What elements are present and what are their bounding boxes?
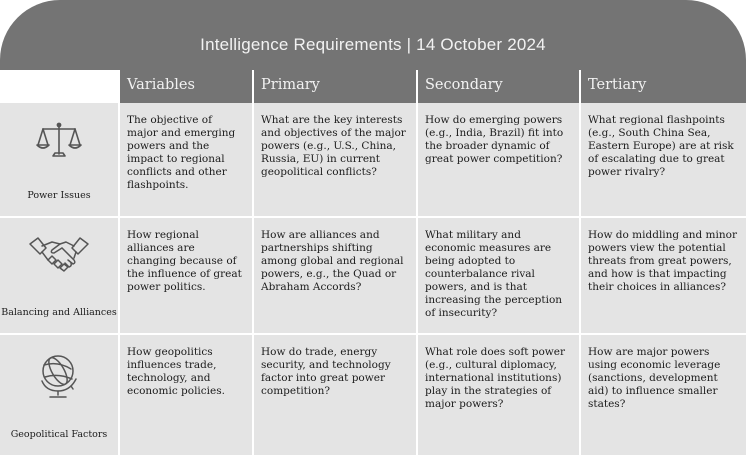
table-cell: The objective of major and emerging powers and the impact to regional conflicts and other flashpoints. — [120, 103, 254, 218]
row-header-balancing-alliances — [0, 218, 120, 335]
table-cell: How are alliances and partnerships shifting among global and regional powers, e.g., the Quad or Abraham Accords? — [254, 218, 418, 335]
table-cell: How do trade, energy security, and technology factor into great power competition? — [254, 335, 418, 455]
row-header-power-issues — [0, 103, 120, 218]
row-label: Power Issues — [27, 190, 91, 201]
table-cell: How are major powers using economic leverage (sanctions, development aid) to influence smaller states? — [581, 335, 746, 455]
requirements-table — [0, 70, 746, 455]
table-cell: What are the key interests and objectives of the major powers (e.g., U.S., China, Russia, EU) in current geopolitical conflicts? — [254, 103, 418, 218]
column-header-primary: Primary — [254, 70, 418, 103]
scales-icon — [0, 121, 118, 159]
table-corner — [0, 70, 120, 103]
column-header-tertiary: Tertiary — [581, 70, 746, 103]
table-cell: How do middling and minor powers view the potential threats from great powers, and how is that impacting their choices in alliances? — [581, 218, 746, 335]
title-banner — [0, 0, 746, 70]
table-cell: How geopolitics influences trade, technology, and economic policies. — [120, 335, 254, 455]
row-header-geopolitical-factors — [0, 335, 120, 455]
globe-icon — [0, 351, 118, 399]
table-cell: What military and economic measures are being adopted to counterbalance rival powers, and is that increasing the perception of insecurity? — [418, 218, 581, 335]
column-header-variables: Variables — [120, 70, 254, 103]
table-cell: How do emerging powers (e.g., India, Brazil) fit into the broader dynamic of great power competition? — [418, 103, 581, 218]
column-header-secondary: Secondary — [418, 70, 581, 103]
page-title: Intelligence Requirements | 14 October 2024 — [200, 35, 546, 54]
table-cell: What regional flashpoints (e.g., South China Sea, Eastern Europe) are at risk of escalating due to great power rivalry? — [581, 103, 746, 218]
table-cell: How regional alliances are changing because of the influence of great power politics. — [120, 218, 254, 335]
handshake-icon — [0, 234, 118, 274]
row-label: Balancing and Alliances — [1, 307, 117, 318]
row-label: Geopolitical Factors — [10, 429, 108, 440]
table-cell: What role does soft power (e.g., cultural diplomacy, international institutions) play in the strategies of major powers? — [418, 335, 581, 455]
